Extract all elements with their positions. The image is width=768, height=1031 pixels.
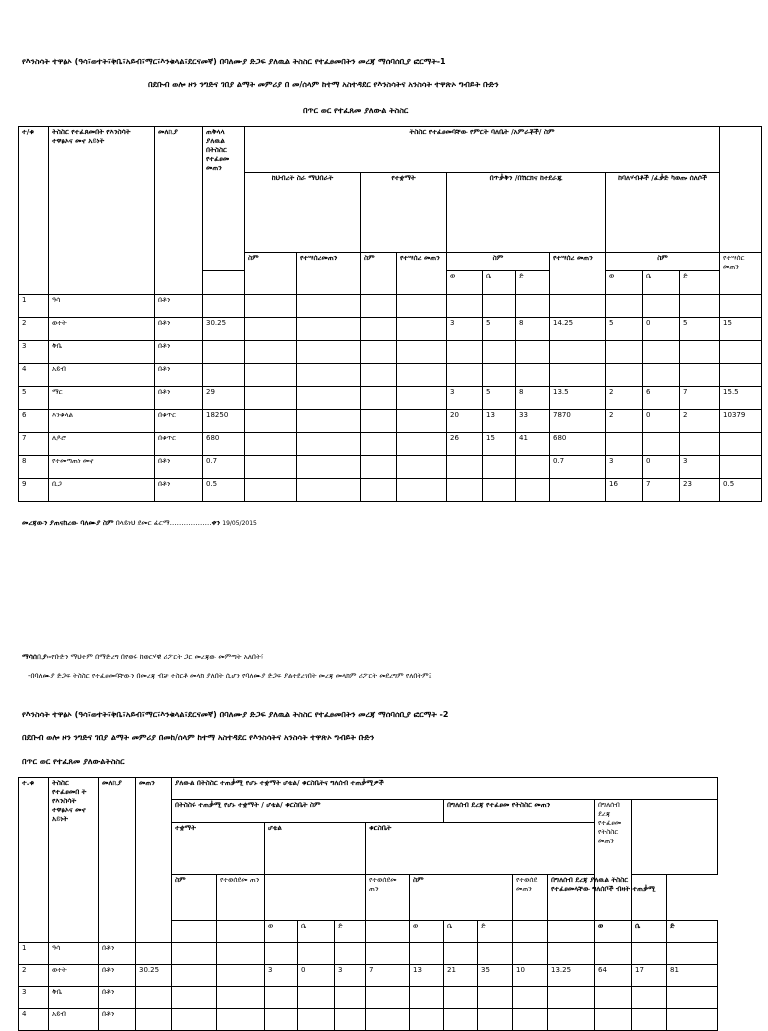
cell-if: 7: [643, 479, 680, 502]
cell-qty: [136, 943, 172, 965]
cell-unit: በቶን: [155, 479, 203, 502]
cell-no: 7: [19, 433, 49, 456]
cell-sf: 5: [483, 387, 516, 410]
cell-ia: 13.25: [548, 965, 595, 987]
cell-empty: [361, 410, 397, 433]
cell-no: 2: [19, 965, 49, 987]
cell-empty: [397, 433, 447, 456]
cell-no: 1: [19, 295, 49, 318]
header-small-qty: የተሣሰረ መጠን: [550, 253, 606, 295]
f2-header-hotel: ሆቴል: [265, 823, 366, 875]
cell-empty: [361, 318, 397, 341]
table-row: [19, 364, 762, 387]
cell-sm: [447, 341, 483, 364]
cell-pt: [667, 1009, 718, 1031]
cell-empty: [397, 410, 447, 433]
cell-empty: [245, 456, 297, 479]
cell-st: 33: [516, 410, 550, 433]
cell-if: 0: [643, 318, 680, 341]
cell-ca: [513, 987, 548, 1009]
f2-h-m3: ወ: [595, 921, 632, 943]
cell-ht: [335, 987, 366, 1009]
cell-sq: 14.25: [550, 318, 606, 341]
form1-subtitle: በደቡብ ወሎ ዞን ንግድና ገበያ ልማት መምሪያ በ መ/ሰላም ከተማ አስተዳደር የእንስሳትና አንስሳት ተዋጽኦ ግብይት ቡድን: [148, 80, 499, 89]
cell-empty: [297, 341, 361, 364]
header-union-qty: የተሣሰረመጠን: [297, 253, 361, 295]
cell-im: 5: [606, 318, 643, 341]
cell-it: [680, 341, 720, 364]
cell-empty: [397, 318, 447, 341]
signature-line: [22, 519, 257, 528]
cell-total: 680: [203, 433, 245, 456]
cell-sq: [550, 341, 606, 364]
cell-ia: [548, 1009, 595, 1031]
cell-product: ወተት: [49, 965, 99, 987]
header-male: ወ: [447, 271, 483, 295]
header-total-sex: ድ: [516, 271, 550, 295]
cell-iq: [720, 433, 762, 456]
cell-total: 0.5: [203, 479, 245, 502]
cell-total: 30.25: [203, 318, 245, 341]
cell-pm: [595, 1009, 632, 1031]
cell-empty: [217, 1009, 265, 1031]
cell-ct: [478, 987, 513, 1009]
cell-if: 0: [643, 410, 680, 433]
table-row: [19, 410, 762, 433]
cell-empty: [297, 456, 361, 479]
cell-product: ወተት: [49, 318, 155, 341]
cell-product: ዓሳ: [49, 295, 155, 318]
cell-it: [680, 364, 720, 387]
cell-empty: [245, 433, 297, 456]
cell-im: 16: [606, 479, 643, 502]
cell-st: 41: [516, 433, 550, 456]
cell-total: 0.7: [203, 456, 245, 479]
cell-unit: በቶን: [99, 987, 136, 1009]
form1-title: የእንስሳት ተዋፅኦ (ዓሳ፣ወተት፣ቅቤ፣አይብ፣ማር፣እንቁላል፣ደርናመኛ) በባለሙያ ድጋፍ ያለዉል ትስስር የተፈፀመበትን መረጃ ማሰባሰቢያ ፎርማት-1: [22, 57, 446, 66]
cell-sf: [483, 479, 516, 502]
f2-h-t2: ድ: [478, 921, 513, 943]
cell-empty: [361, 341, 397, 364]
cell-if: [643, 364, 680, 387]
cell-st: [516, 295, 550, 318]
table-row: [19, 318, 762, 341]
cell-no: 3: [19, 987, 49, 1009]
header-indiv-qty: የተሣሰር መጠን: [720, 253, 762, 295]
cell-pt: [667, 987, 718, 1009]
cell-unit: በቶን: [99, 1009, 136, 1031]
cell-sf: [483, 295, 516, 318]
cell-product: እንቁላል: [49, 410, 155, 433]
form2-title: የእንስሳት ተዋፅኦ (ዓሳ፣ወተት፣ቅቤ፣አይብ፣ማር፣እንቁላል፣ደርናመኛ) በባለሙያ ድጋፍ ያለዉል ትስስር የተፈፀመበትን መረጃ ማሰባሰቢያ ፎርማት -2: [22, 710, 449, 719]
header-company-name: ስም: [361, 253, 397, 295]
cell-sm: [447, 479, 483, 502]
cell-ht: 3: [335, 965, 366, 987]
f2-header-unit: መለኪያ: [99, 778, 136, 943]
f2-h-f2: ሴ: [444, 921, 478, 943]
cell-total: 18250: [203, 410, 245, 433]
cell-hf: 0: [298, 965, 335, 987]
cell-empty: [172, 1009, 217, 1031]
cell-iq: 15.5: [720, 387, 762, 410]
cell-it: 23: [680, 479, 720, 502]
cell-st: [516, 364, 550, 387]
cell-pt: [667, 943, 718, 965]
cell-it: 5: [680, 318, 720, 341]
cell-sf: 15: [483, 433, 516, 456]
cell-cf: [444, 987, 478, 1009]
header-small-name: ስም: [447, 253, 550, 271]
form2-subtitle: በደቡብ ወሎ ዞን ንግድና ገበያ ልማት መምሪያ በመከ/ሰላም ከተማ አስተዳደር የእንስሳትና አንስሳት ተዋጽኦ ግብይት ቡድን: [22, 733, 375, 742]
cell-unit: በቶን: [155, 295, 203, 318]
form2-period: በጥር ወር የተፈጸመ ያለውልትስስር: [22, 757, 125, 766]
f2-h-f3: ሴ: [632, 921, 667, 943]
cell-ht: [335, 1009, 366, 1031]
f2-header-group: ያለውል በትስስር ተጠቃሚ የሆኑ ተቋማት ሆቴል/ ቁርስቤትና ግለሰብ ተጠቃሚዎች: [172, 778, 718, 800]
cell-sm: 26: [447, 433, 483, 456]
cell-im: [606, 364, 643, 387]
cell-no: 2: [19, 318, 49, 341]
header-indiv-name: ስም: [606, 253, 720, 271]
note-line2: -በባለሙያ ድጋፍ ትስስር የተፈፀመባቸውን በመረጃ ብቻ ተስርቶ መላክ ያለበት ሲሆን የባለሙያ ድጋፍ ያልተደረገበት መረጃ መላክም ሪፖርት መደረግም የለበትም፤: [28, 672, 432, 680]
cell-empty: [397, 456, 447, 479]
cell-empty: [297, 387, 361, 410]
cell-empty: [297, 295, 361, 318]
f2-h-t: ድ: [335, 921, 366, 943]
cell-ht: [335, 943, 366, 965]
cell-hf: [298, 943, 335, 965]
cell-sm: 3: [447, 387, 483, 410]
table-row: [19, 387, 762, 410]
cell-empty: [217, 965, 265, 987]
cell-sf: 5: [483, 318, 516, 341]
cell-pt: 81: [667, 965, 718, 987]
cell-im: 3: [606, 456, 643, 479]
cell-if: [643, 341, 680, 364]
header-smallscale: በጥቃቅን /በሽርክና ከተደራጁ: [447, 173, 606, 253]
cell-st: 8: [516, 387, 550, 410]
cell-hm: 3: [265, 965, 298, 987]
cell-sm: [447, 364, 483, 387]
cell-total: [203, 341, 245, 364]
cell-empty: [397, 364, 447, 387]
cell-empty: [297, 433, 361, 456]
table-row: [19, 1009, 718, 1031]
cell-qty: 30.25: [136, 965, 172, 987]
cell-product: ማር: [49, 387, 155, 410]
cell-empty: [361, 387, 397, 410]
cell-iq: 15: [720, 318, 762, 341]
table-row: [19, 295, 762, 318]
cell-im: [606, 295, 643, 318]
table-row: [19, 479, 762, 502]
cell-sq: 680: [550, 433, 606, 456]
cell-empty: [172, 943, 217, 965]
cell-total: 29: [203, 387, 245, 410]
cell-empty: [397, 295, 447, 318]
cell-im: 2: [606, 387, 643, 410]
cell-ct: [478, 943, 513, 965]
header-company-qty: የተሣሰረ መጠን: [397, 253, 447, 295]
header-companies: የተቋማት: [361, 173, 447, 253]
cell-st: [516, 456, 550, 479]
f2-header-amt: የተወሰደመ ጠን: [217, 875, 265, 921]
header-product: ትስስር የተፈጸመበት የእንስሳት ተዋፅኦና መኖ አይነት: [49, 127, 155, 295]
cell-it: [680, 295, 720, 318]
cell-cm: 13: [410, 965, 444, 987]
cell-empty: [361, 433, 397, 456]
cell-sf: [483, 341, 516, 364]
cell-empty: [245, 479, 297, 502]
cell-hm: [265, 987, 298, 1009]
cell-ia: [548, 987, 595, 1009]
cell-empty: [397, 479, 447, 502]
cell-empty: [245, 387, 297, 410]
cell-empty: [361, 456, 397, 479]
header-unions: ከህብረት ስራ ማህበራት: [245, 173, 361, 253]
cell-qty: [136, 1009, 172, 1031]
cell-ia: [548, 943, 595, 965]
cell-ha: [366, 1009, 410, 1031]
cell-cf: [444, 943, 478, 965]
cell-cf: [444, 1009, 478, 1031]
cell-ha: 7: [366, 965, 410, 987]
f2-header-no: ተ.ቁ: [19, 778, 49, 943]
cell-im: [606, 341, 643, 364]
cell-sq: [550, 364, 606, 387]
f2-header-amt3: የተወሰደ መጠን: [513, 875, 548, 921]
cell-qty: [136, 987, 172, 1009]
f2-header-sub3: በግለሰብ ደረጃ የተፈፀመ የትስስር መጠን: [595, 800, 632, 921]
cell-total: [203, 295, 245, 318]
signature-date-label: ቀን: [211, 519, 221, 527]
cell-empty: [245, 410, 297, 433]
f2-header-sub1: በትስስሩ ተጠቃሚ የሆኑ ተቋማት / ሆቴል/ ቁርስቤት ስም: [172, 800, 444, 823]
cell-sf: 13: [483, 410, 516, 433]
table-row: [19, 433, 762, 456]
cell-im: [606, 433, 643, 456]
f2-h-m2: ወ: [410, 921, 444, 943]
signature-label: መረጃውን ያጠናከረው ባለሙያ ስም: [22, 519, 114, 527]
cell-product: ቢጋ: [49, 479, 155, 502]
cell-sm: 20: [447, 410, 483, 433]
f2-header-cafe: ቁርስቤት: [366, 823, 595, 875]
cell-pm: [595, 987, 632, 1009]
cell-no: 6: [19, 410, 49, 433]
table-row: [19, 943, 718, 965]
note-text: የቡድን ማህተም በማድረግ በየወሩ ከወርሃዊ ሪፖርት ጋር መረጃው መምጣት አለበት፣: [51, 653, 264, 661]
table-row: [19, 987, 718, 1009]
header-no: ተ/ቁ: [19, 127, 49, 295]
form1-period: በጥር ወር የተፈጸመ ያለውል ትስስር: [303, 106, 409, 115]
cell-if: [643, 433, 680, 456]
header-group: ትስስር የተፈፀመባቸው የምርት ባለቤት /አምራቾች/ ስም: [245, 127, 720, 173]
cell-pf: [632, 943, 667, 965]
f2-header-name: ስም: [172, 875, 217, 921]
cell-product: አይብ: [49, 364, 155, 387]
cell-if: 6: [643, 387, 680, 410]
table-row: [19, 341, 762, 364]
cell-empty: [245, 341, 297, 364]
cell-empty: [245, 295, 297, 318]
header-total: ጠቅላላ ያለዉል በትስስር የተፈፀመ መጠን: [203, 127, 245, 271]
cell-unit: በቁጥር: [155, 410, 203, 433]
cell-sq: 0.7: [550, 456, 606, 479]
cell-unit: በቶን: [155, 364, 203, 387]
cell-ct: [478, 1009, 513, 1031]
cell-sq: [550, 295, 606, 318]
signature-date: 19/05/2015: [222, 520, 257, 527]
header-individuals: ከባለሃብቶች /ፈቃድ ካወጡ ሰለሶች: [606, 173, 720, 253]
header-male: ወ: [606, 271, 643, 295]
cell-product: ለዶሮ: [49, 433, 155, 456]
cell-sq: 13.5: [550, 387, 606, 410]
form2-table: [18, 777, 718, 1031]
cell-empty: [397, 387, 447, 410]
f2-header-sub2: በግለሰብ ደረጃ የተፈፀመ የትስስር መጠን: [444, 800, 595, 823]
cell-ct: 35: [478, 965, 513, 987]
cell-sm: 3: [447, 318, 483, 341]
form1-table: [18, 126, 762, 502]
header-unit: መለኪያ: [155, 127, 203, 295]
cell-it: 3: [680, 456, 720, 479]
cell-sq: 7870: [550, 410, 606, 433]
signature-dots: ………………: [169, 519, 212, 527]
cell-sm: [447, 295, 483, 318]
cell-hf: [298, 987, 335, 1009]
cell-total: [203, 364, 245, 387]
table-row: [19, 965, 718, 987]
f2-header-product: ትስስር የተፈፀመበ ት የእንስሳት ተዋፅኦና መኖ አይነት: [49, 778, 99, 943]
cell-iq: [720, 456, 762, 479]
cell-no: 4: [19, 1009, 49, 1031]
cell-empty: [172, 987, 217, 1009]
cell-ha: [366, 987, 410, 1009]
cell-pf: [632, 987, 667, 1009]
cell-unit: በቶን: [99, 965, 136, 987]
f2-header-amt2: የተወሰደመ ጠን: [366, 875, 410, 921]
cell-cm: [410, 987, 444, 1009]
cell-st: 8: [516, 318, 550, 341]
cell-no: 1: [19, 943, 49, 965]
cell-empty: [172, 965, 217, 987]
f2-h-t3: ድ: [667, 921, 718, 943]
note-line1: [22, 653, 264, 662]
header-female: ሴ: [643, 271, 680, 295]
signature-sign-label: ፊርማ: [153, 519, 170, 527]
cell-ca: [513, 943, 548, 965]
cell-st: [516, 341, 550, 364]
cell-cm: [410, 1009, 444, 1031]
cell-hm: [265, 943, 298, 965]
cell-no: 8: [19, 456, 49, 479]
table-row: [19, 456, 762, 479]
f2-header-indiv: በግለሰብ ደረጃ ያለዉል ትስስር የተፈፀመላቸው ግለሰቦች ብዛት ተጠቃሚ: [548, 875, 667, 921]
cell-it: 7: [680, 387, 720, 410]
cell-iq: [720, 341, 762, 364]
cell-empty: [217, 987, 265, 1009]
cell-product: ቅቤ: [49, 341, 155, 364]
cell-unit: በቶን: [155, 318, 203, 341]
cell-it: [680, 433, 720, 456]
cell-product: ዓሳ: [49, 943, 99, 965]
cell-no: 3: [19, 341, 49, 364]
signature-name: በላይነህ ደመር: [115, 519, 152, 527]
cell-hm: [265, 1009, 298, 1031]
f2-header-beneficiary: ተጠቃሚ: [632, 885, 656, 893]
cell-im: 2: [606, 410, 643, 433]
cell-unit: በቶን: [99, 943, 136, 965]
cell-empty: [397, 341, 447, 364]
cell-sf: [483, 364, 516, 387]
cell-if: [643, 295, 680, 318]
cell-st: [516, 479, 550, 502]
cell-iq: [720, 364, 762, 387]
f2-header-qty: መጠን: [136, 778, 172, 943]
cell-pf: [632, 1009, 667, 1031]
note-label: ማሳሰቢያ፡-: [22, 653, 52, 661]
cell-no: 5: [19, 387, 49, 410]
cell-empty: [361, 479, 397, 502]
cell-empty: [361, 364, 397, 387]
cell-product: አይብ: [49, 1009, 99, 1031]
cell-empty: [297, 364, 361, 387]
cell-iq: 0.5: [720, 479, 762, 502]
cell-iq: 10379: [720, 410, 762, 433]
f2-h-m: ወ: [265, 921, 298, 943]
cell-ca: 10: [513, 965, 548, 987]
header-total-sex: ድ: [680, 271, 720, 295]
cell-if: 0: [643, 456, 680, 479]
cell-sm: [447, 456, 483, 479]
cell-pm: 64: [595, 965, 632, 987]
cell-empty: [217, 943, 265, 965]
cell-unit: በቶን: [155, 456, 203, 479]
cell-ca: [513, 1009, 548, 1031]
cell-empty: [245, 318, 297, 341]
cell-empty: [361, 295, 397, 318]
cell-sf: [483, 456, 516, 479]
cell-ha: [366, 943, 410, 965]
header-union-name: ስም: [245, 253, 297, 295]
cell-pm: [595, 943, 632, 965]
cell-unit: በቁጥር: [155, 433, 203, 456]
header-female: ሴ: [483, 271, 516, 295]
cell-sq: [550, 479, 606, 502]
cell-empty: [245, 364, 297, 387]
cell-cm: [410, 943, 444, 965]
cell-empty: [297, 318, 361, 341]
f2-header-inst: ተቋማት: [172, 823, 265, 875]
cell-unit: በቶን: [155, 387, 203, 410]
cell-no: 4: [19, 364, 49, 387]
cell-no: 9: [19, 479, 49, 502]
cell-cf: 21: [444, 965, 478, 987]
cell-pf: 17: [632, 965, 667, 987]
f2-header-name2: ስም: [410, 875, 513, 921]
cell-unit: በቶን: [155, 341, 203, 364]
cell-hf: [298, 1009, 335, 1031]
cell-it: 2: [680, 410, 720, 433]
cell-empty: [297, 410, 361, 433]
cell-iq: [720, 295, 762, 318]
cell-product: የተመጣጠነ መኖ: [49, 456, 155, 479]
f2-h-f: ሴ: [298, 921, 335, 943]
cell-product: ቅቤ: [49, 987, 99, 1009]
cell-empty: [297, 479, 361, 502]
